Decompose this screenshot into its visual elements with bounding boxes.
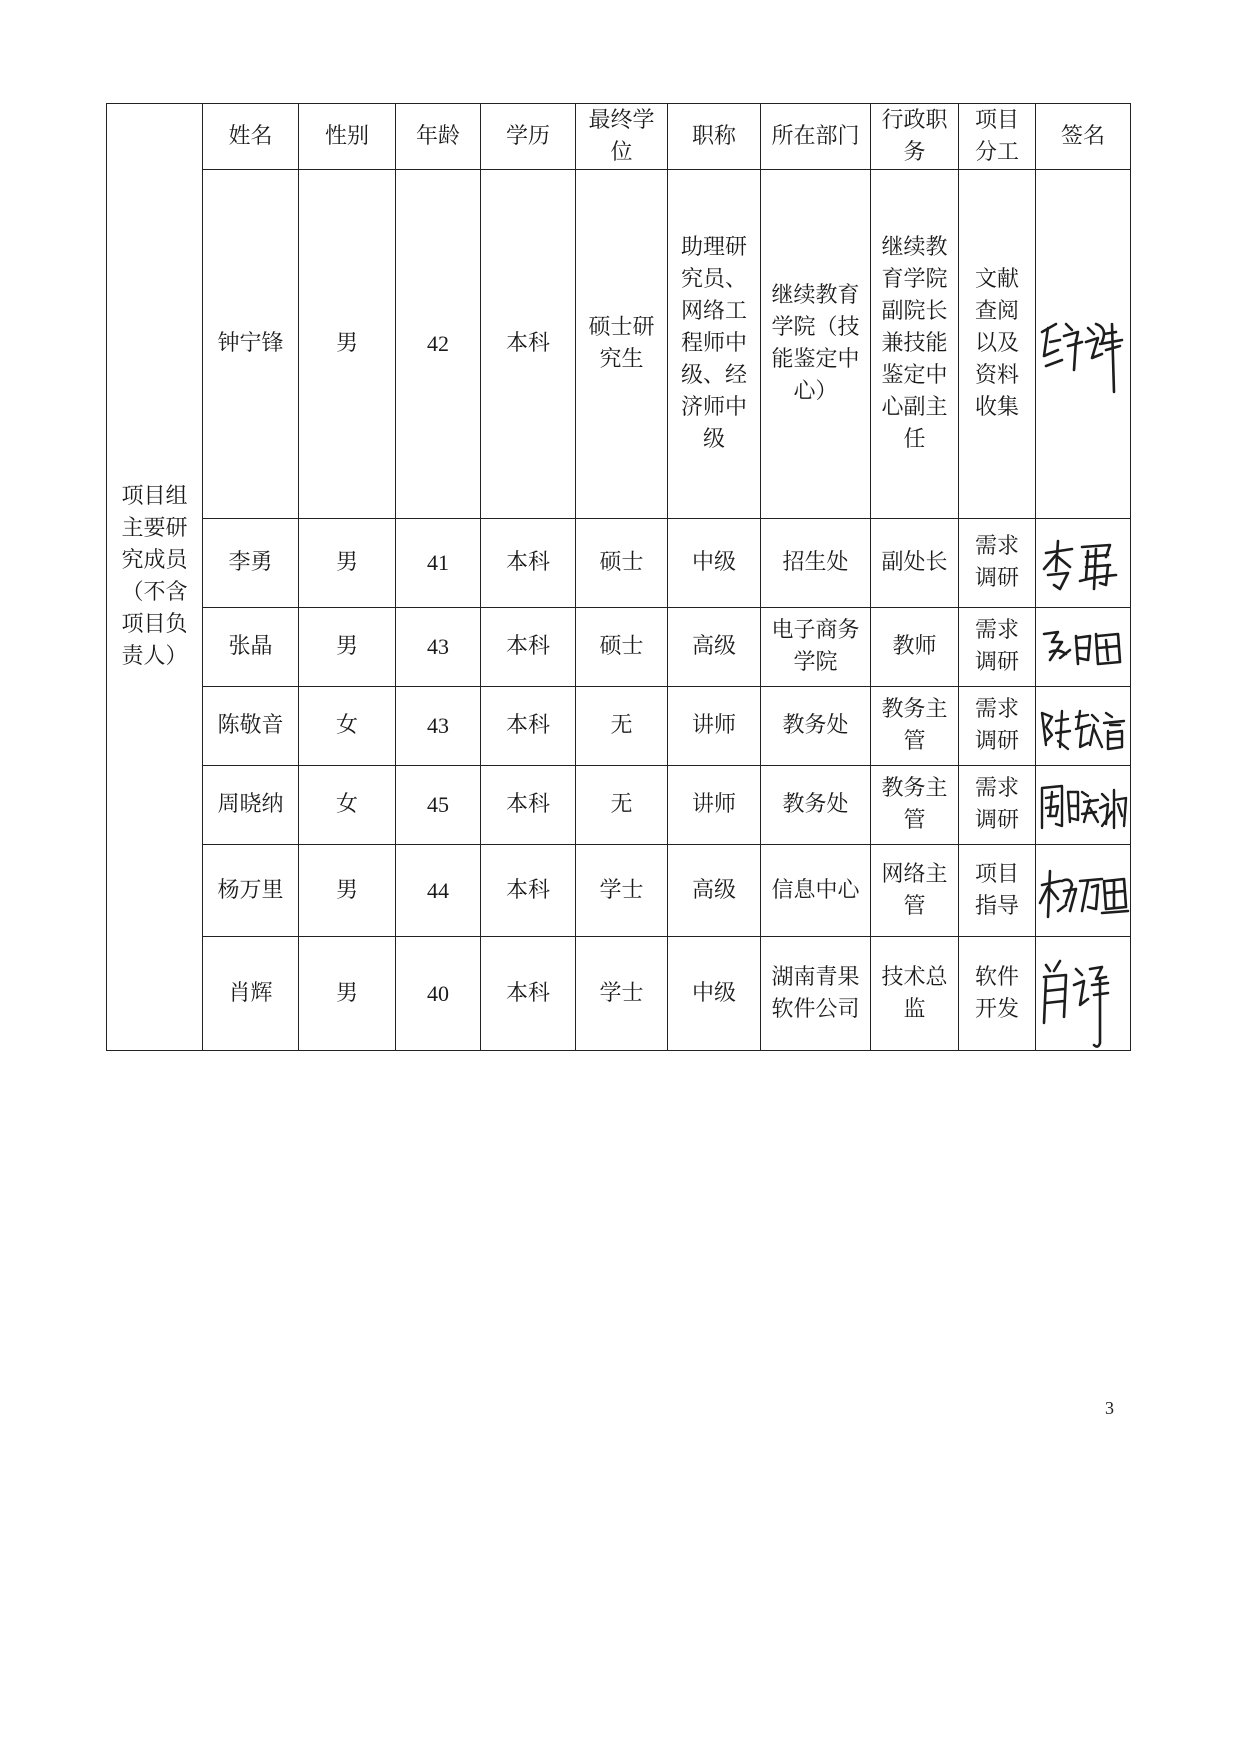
header-row (107, 104, 1131, 170)
member-name: 陈敬音 (203, 687, 299, 766)
member-signature (1036, 845, 1131, 937)
member-name: 张晶 (203, 608, 299, 687)
header-gender: 性别 (299, 104, 396, 170)
member-gender: 男 (299, 519, 396, 608)
member-title: 讲师 (668, 766, 761, 845)
member-name: 杨万里 (203, 845, 299, 937)
member-signature (1036, 519, 1131, 608)
header-department: 所在部门 (761, 104, 871, 170)
handwritten-signature (1036, 939, 1131, 1049)
member-title: 中级 (668, 937, 761, 1051)
table-row (107, 937, 1131, 1051)
member-name: 周晓纳 (203, 766, 299, 845)
member-degree: 硕士研究生 (576, 170, 668, 519)
member-department: 教务处 (761, 766, 871, 845)
member-role: 文献查阅以及资料收集 (959, 170, 1036, 519)
handwritten-signature (1036, 612, 1131, 682)
member-position: 教务主管 (871, 687, 959, 766)
member-age: 44 (396, 845, 481, 937)
member-age: 41 (396, 519, 481, 608)
member-education: 本科 (481, 845, 576, 937)
member-role: 需求调研 (959, 608, 1036, 687)
member-role: 项目指导 (959, 845, 1036, 937)
page-number: 3 (1105, 1398, 1114, 1418)
member-department: 继续教育学院（技能鉴定中心） (761, 170, 871, 519)
header-role: 项目分工 (959, 104, 1036, 170)
member-gender: 男 (299, 170, 396, 519)
table-row (107, 845, 1131, 937)
member-role: 软件开发 (959, 937, 1036, 1051)
member-gender: 男 (299, 937, 396, 1051)
member-degree: 硕士 (576, 519, 668, 608)
member-age: 40 (396, 937, 481, 1051)
member-position: 继续教育学院副院长兼技能鉴定中心副主任 (871, 170, 959, 519)
member-role: 需求调研 (959, 687, 1036, 766)
member-title: 讲师 (668, 687, 761, 766)
table-row (107, 170, 1131, 519)
member-position: 网络主管 (871, 845, 959, 937)
member-education: 本科 (481, 687, 576, 766)
member-department: 湖南青果软件公司 (761, 937, 871, 1051)
header-name: 姓名 (203, 104, 299, 170)
member-education: 本科 (481, 937, 576, 1051)
member-signature (1036, 608, 1131, 687)
member-signature (1036, 170, 1131, 519)
member-degree: 学士 (576, 937, 668, 1051)
member-title: 中级 (668, 519, 761, 608)
member-department: 招生处 (761, 519, 871, 608)
member-degree: 硕士 (576, 608, 668, 687)
handwritten-signature (1036, 523, 1131, 603)
handwritten-signature (1036, 770, 1131, 840)
member-signature (1036, 937, 1131, 1051)
member-education: 本科 (481, 519, 576, 608)
member-education: 本科 (481, 766, 576, 845)
member-title: 助理研究员、网络工程师中级、经济师中级 (668, 170, 761, 519)
section-label: 项目组主要研究成员（不含项目负责人） (107, 104, 203, 1051)
member-title: 高级 (668, 845, 761, 937)
member-signature (1036, 687, 1131, 766)
table-row (107, 519, 1131, 608)
member-degree: 学士 (576, 845, 668, 937)
handwritten-signature (1036, 284, 1131, 404)
member-name: 肖辉 (203, 937, 299, 1051)
member-name: 李勇 (203, 519, 299, 608)
member-gender: 女 (299, 687, 396, 766)
handwritten-signature (1036, 691, 1131, 761)
header-title: 职称 (668, 104, 761, 170)
header-position: 行政职务 (871, 104, 959, 170)
member-role: 需求调研 (959, 519, 1036, 608)
table-row (107, 687, 1131, 766)
member-department: 教务处 (761, 687, 871, 766)
member-role: 需求调研 (959, 766, 1036, 845)
member-gender: 男 (299, 845, 396, 937)
member-position: 教务主管 (871, 766, 959, 845)
member-position: 教师 (871, 608, 959, 687)
member-title: 高级 (668, 608, 761, 687)
member-signature (1036, 766, 1131, 845)
handwritten-signature (1036, 851, 1131, 931)
header-age: 年龄 (396, 104, 481, 170)
header-education: 学历 (481, 104, 576, 170)
members-table (106, 103, 1131, 1051)
member-degree: 无 (576, 687, 668, 766)
member-name: 钟宁锋 (203, 170, 299, 519)
member-age: 42 (396, 170, 481, 519)
member-education: 本科 (481, 608, 576, 687)
member-age: 45 (396, 766, 481, 845)
member-gender: 男 (299, 608, 396, 687)
member-age: 43 (396, 608, 481, 687)
member-department: 电子商务学院 (761, 608, 871, 687)
table-row (107, 766, 1131, 845)
member-position: 技术总监 (871, 937, 959, 1051)
member-education: 本科 (481, 170, 576, 519)
member-gender: 女 (299, 766, 396, 845)
member-age: 43 (396, 687, 481, 766)
member-position: 副处长 (871, 519, 959, 608)
header-signature: 签名 (1036, 104, 1131, 170)
member-degree: 无 (576, 766, 668, 845)
member-department: 信息中心 (761, 845, 871, 937)
table-row (107, 608, 1131, 687)
header-degree: 最终学位 (576, 104, 668, 170)
